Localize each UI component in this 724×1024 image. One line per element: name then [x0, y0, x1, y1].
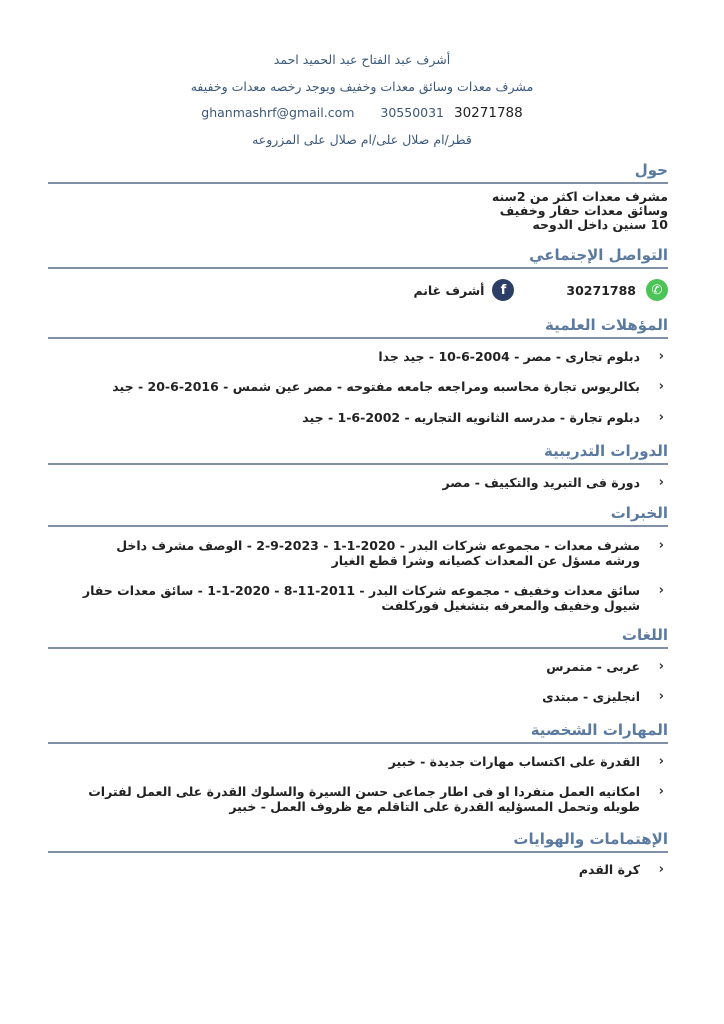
list-item — [48, 583, 668, 613]
candidate-title: مشرف معدات وسائق معدات وخفيف ويوجد رخصه معدات وخفيفه — [190, 79, 534, 94]
section-social — [48, 245, 668, 301]
section-title: الدورات التدريبية — [543, 442, 668, 460]
section-interests — [48, 829, 668, 877]
item-text: امكانيه العمل منفردا او فى اطار جماعى حسن السيرة والسلوك القدرة على العمل لفترات طويله وتحمل المسؤليه القدرة على التاقلم مع ظروف العمل - خبير — [88, 784, 640, 814]
about-line: 10 سنين داخل الدوحه — [532, 217, 668, 232]
chevron-icon: ‹ — [658, 538, 664, 553]
divider — [48, 267, 668, 269]
item-text: سائق معدات وخفيف - مجموعه شركات البدر - 2011-11-8 - 2020-1-1 - سائق معدات حفار شيول وخفيف والمعرفه بتشغيل فوركلفت — [82, 583, 640, 613]
divider — [48, 337, 668, 339]
chevron-icon: ‹ — [658, 475, 664, 490]
chevron-icon: ‹ — [658, 754, 664, 769]
divider — [48, 851, 668, 853]
whatsapp-icon: ✆ — [646, 279, 668, 301]
facebook-name[interactable]: أشرف غانم — [413, 282, 485, 298]
section-courses — [48, 441, 668, 490]
section-experience — [48, 503, 668, 613]
section-title: الإهتمامات والهوايات — [513, 830, 668, 848]
contact-line — [0, 105, 724, 121]
chevron-icon: ‹ — [658, 379, 664, 394]
item-text: انجليزى - مبتدى — [542, 689, 640, 704]
about-line: مشرف معدات اكثر من 2سنه — [491, 189, 668, 204]
section-languages — [48, 625, 668, 704]
section-title: المؤهلات العلمية — [545, 316, 668, 334]
list-item — [48, 784, 668, 814]
divider — [48, 463, 668, 465]
divider — [48, 647, 668, 649]
divider — [48, 182, 668, 184]
item-text: القدرة على اكتساب مهارات جديدة - خبير — [388, 754, 640, 769]
candidate-name: أشرف عبد الفتاح عبد الحميد احمد — [273, 52, 451, 67]
section-title: الخبرات — [610, 504, 668, 522]
about-line: وسائق معدات حفار وخفيف — [499, 203, 668, 218]
item-text: عربى - متمرس — [546, 659, 640, 674]
divider — [48, 742, 668, 744]
list-item — [48, 475, 668, 490]
chevron-icon: ‹ — [658, 583, 664, 598]
list-item — [48, 754, 668, 769]
item-text: دبلوم تجارة - مدرسه الثانويه التجاريه - 2002-6-1 - جيد — [302, 410, 640, 425]
chevron-icon: ‹ — [658, 659, 664, 674]
divider — [48, 525, 668, 527]
chevron-icon: ‹ — [658, 862, 664, 877]
section-title: اللغات — [621, 626, 668, 644]
chevron-icon: ‹ — [658, 410, 664, 425]
phone-1: 30550031 — [380, 105, 445, 120]
list-item — [48, 689, 668, 704]
list-item — [48, 379, 668, 394]
chevron-icon: ‹ — [658, 349, 664, 364]
list-item — [48, 659, 668, 674]
item-text: كرة القدم — [578, 862, 640, 877]
section-title: التواصل الإجتماعي — [529, 246, 668, 264]
section-education — [48, 315, 668, 425]
facebook-icon[interactable]: f — [492, 279, 514, 301]
item-text: دبلوم تجارى - مصر - 2004-6-10 - جيد جدا — [378, 349, 640, 364]
item-text: دورة فى التبريد والتكييف - مصر — [442, 475, 640, 490]
list-item — [48, 538, 668, 568]
phone-2: 30271788 — [454, 105, 523, 121]
chevron-icon: ‹ — [658, 689, 664, 704]
section-skills — [48, 720, 668, 814]
item-text: مشرف معدات - مجموعه شركات البدر - 2020-1-1 - 2023-9-2 - الوصف مشرف داخل ورشه مسؤل عن المعدات كصيانه وشرا قطع الغيار — [116, 538, 640, 568]
item-text: بكالريوس تجارة محاسبه ومراجعه جامعه مفتوحه - مصر عين شمس - 2016-6-20 - جيد — [112, 379, 640, 394]
section-about — [48, 160, 668, 232]
section-title: المهارات الشخصية — [530, 721, 668, 739]
email[interactable]: ghanmashrf@gmail.com — [201, 105, 355, 120]
list-item — [48, 410, 668, 425]
list-item — [48, 349, 668, 364]
address: قطر/ام صلال على/ام صلال على المزروعه — [252, 132, 472, 147]
section-title: حول — [634, 161, 668, 179]
list-item — [48, 862, 668, 877]
whatsapp-number: 30271788 — [566, 282, 636, 298]
chevron-icon: ‹ — [658, 784, 664, 799]
